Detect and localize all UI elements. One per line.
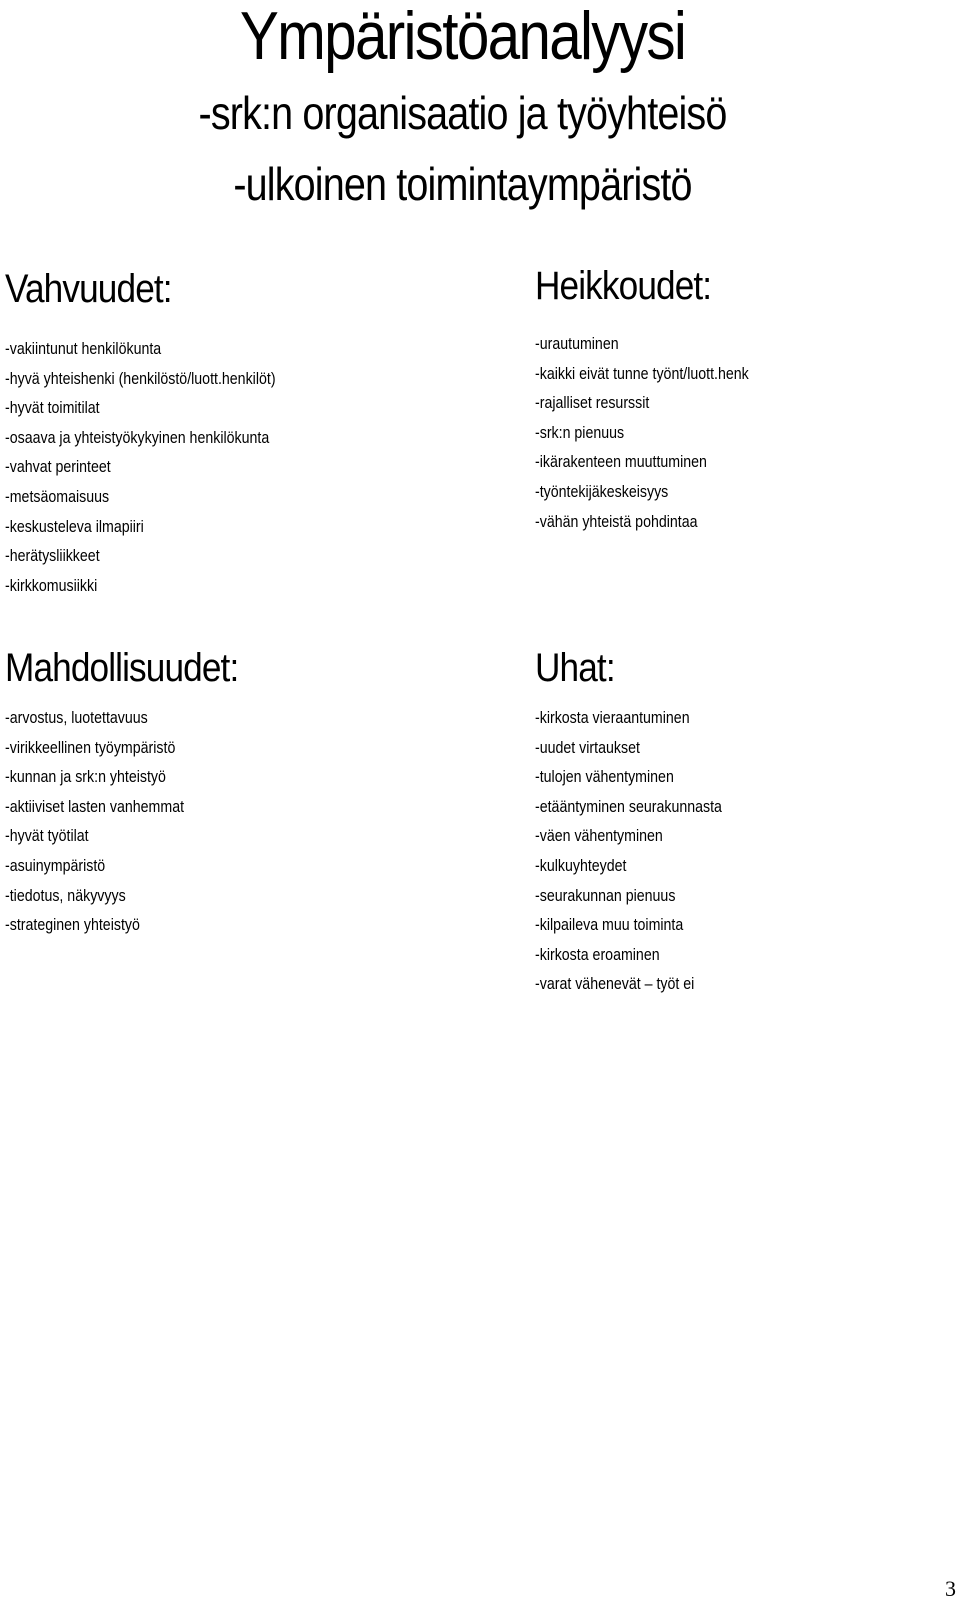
list-item: -osaava ja yhteistyökykyinen henkilökunta (5, 428, 270, 447)
list-item: -tulojen vähentyminen (535, 768, 674, 787)
list-item: -hyvät toimitilat (5, 399, 100, 418)
list-item: -kunnan ja srk:n yhteistyö (5, 768, 166, 787)
strengths-heading: Vahvuudet: (5, 267, 172, 311)
strengths-section (5, 265, 320, 601)
list-item: -virikkeellinen työympäristö (5, 738, 176, 757)
list-item: -kirkkomusiikki (5, 576, 98, 595)
list-item: -kaikki eivät tunne työnt/luott.henk (535, 364, 749, 383)
weaknesses-section (535, 262, 784, 537)
list-item: -etääntyminen seurakunnasta (535, 797, 722, 816)
page-number: 3 (945, 1576, 956, 1601)
list-item: -tiedotus, näkyvyys (5, 886, 126, 905)
list-item: -srk:n pienuus (535, 423, 625, 442)
list-item: -väen vähentyminen (535, 827, 663, 846)
opportunities-heading: Mahdollisuudet: (5, 646, 239, 690)
list-item: -rajalliset resurssit (535, 394, 650, 413)
list-item: -metsäomaisuus (5, 487, 110, 506)
list-item: -hyvät työtilat (5, 827, 89, 846)
list-item: -urautuminen (535, 335, 619, 353)
weaknesses-heading: Heikkoudet: (535, 264, 712, 308)
threats-list (535, 704, 752, 1000)
list-item: -kulkuyhteydet (535, 856, 627, 875)
list-item: -keskusteleva ilmapiiri (5, 517, 144, 536)
list-item: -strateginen yhteistyö (5, 916, 140, 935)
list-item: -työntekijäkeskeisyys (535, 482, 669, 501)
list-item: -hyvä yhteishenki (henkilöstö/luott.henkilöt) (5, 369, 276, 388)
weaknesses-list (535, 330, 784, 537)
page-title: Ympäristöanalyysi (239, 0, 686, 74)
strengths-list (5, 335, 320, 601)
list-item: -herätysliikkeet (5, 547, 100, 566)
list-item: -varat vähenevät – työt ei (535, 975, 695, 994)
list-item: -asuinympäristö (5, 856, 106, 875)
list-item: -ikärakenteen muuttuminen (535, 453, 707, 472)
opportunities-list (5, 704, 270, 941)
list-item: -kirkosta eroaminen (535, 945, 660, 964)
list-item: -uudet virtaukset (535, 738, 640, 757)
list-item: -kilpaileva muu toiminta (535, 916, 684, 935)
list-item: -arvostus, luotettavuus (5, 709, 148, 727)
list-item: -vahvat perinteet (5, 458, 111, 477)
subtitle-environment: -ulkoinen toimintaympäristö (233, 158, 692, 210)
threats-heading: Uhat: (535, 646, 615, 690)
threats-section (535, 644, 752, 1000)
list-item: -seurakunnan pienuus (535, 886, 676, 905)
subtitle-organisation: -srk:n organisaatio ja työyhteisö (198, 87, 727, 139)
list-item: -vakiintunut henkilökunta (5, 340, 162, 358)
opportunities-section (5, 644, 270, 941)
list-item: -vähän yhteistä pohdintaa (535, 512, 698, 531)
list-item: -aktiiviset lasten vanhemmat (5, 797, 185, 816)
list-item: -kirkosta vieraantuminen (535, 709, 690, 727)
